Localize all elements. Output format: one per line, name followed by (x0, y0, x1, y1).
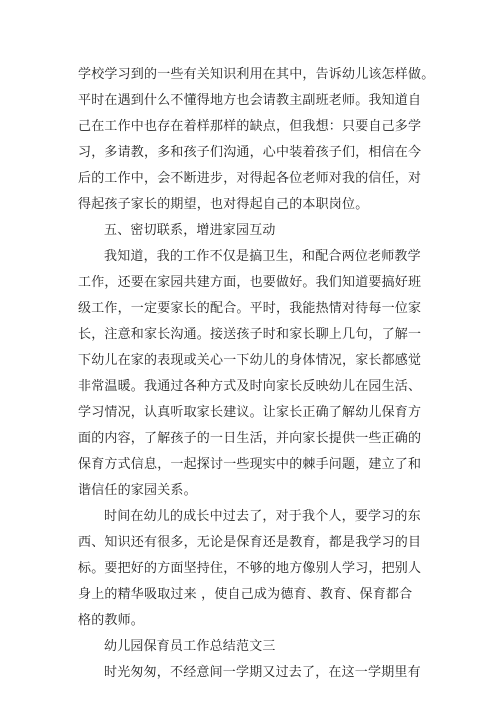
paragraph-first-line: 时间在幼儿的成长中过去了，对于我个人，要学习的东 (104, 509, 421, 524)
text-line: 习，多请教，多和孩子们沟通，心中装着孩子们，相信在今 (78, 145, 422, 160)
text-line: 己在工作中也存在着样那样的缺点，但我想：只要自己多学 (78, 119, 422, 134)
paragraph-first-line: 我知道，我的工作不仅是搞卫生，和配合两位老师教学 (104, 249, 421, 264)
text-line: 保育方式信息，一起探讨一些现实中的棘手问题，建立了和 (78, 457, 422, 472)
text-line: 平时在遇到什么不懂得地方也会请教主副班老师。我知道自 (78, 93, 422, 108)
text-line: 面的内容，了解孩子的一日生活，并向家长提供一些正确的 (78, 431, 422, 446)
text-line: 标。要把好的方面坚持住，不够的地方像别人学习，把别人 (78, 561, 422, 576)
text-line: 学习情况，认真听取家长建议。让家长正确了解幼儿保育方 (78, 405, 422, 420)
text-line: 非常温暖。我通过各种方式及时向家长反映幼儿在园生活、 (78, 379, 422, 394)
text-line: 格的教师。 (78, 613, 145, 628)
paragraph-first-line: 时光匆匆，不经意间一学期又过去了，在这一学期里有 (104, 665, 421, 680)
text-line: 身上的精华吸取过来 ，使自己成为德育、教育、保育都合 (78, 587, 413, 602)
text-line: 学校学习到的一些有关知识利用在其中，告诉幼儿该怎样做。 (78, 67, 435, 82)
text-line: 长，注意和家长沟通。接送孩子时和家长聊上几句，了解一 (78, 327, 422, 342)
text-line: 后的工作中，会不断进步，对得起各位老师对我的信任，对 (78, 171, 422, 186)
text-line: 级工作，一定要家长的配合。平时，我能热情对待每一位家 (78, 301, 422, 316)
text-line: 工作，还要在家园共建方面，也要做好。我们知道要搞好班 (78, 275, 422, 290)
text-line: 西、知识还有很多，无论是保育还是教育，都是我学习的目 (78, 535, 422, 550)
text-line: 谐信任的家园关系。 (78, 483, 197, 498)
text-line: 下幼儿在家的表现或关心一下幼儿的身体情况，家长都感觉 (78, 353, 422, 368)
section-heading: 五、密切联系，增进家园互动 (104, 223, 276, 238)
section-heading: 幼儿园保育员工作总结范文三 (104, 639, 276, 654)
text-line: 得起孩子家长的期望，也对得起自己的本职岗位。 (78, 197, 369, 212)
